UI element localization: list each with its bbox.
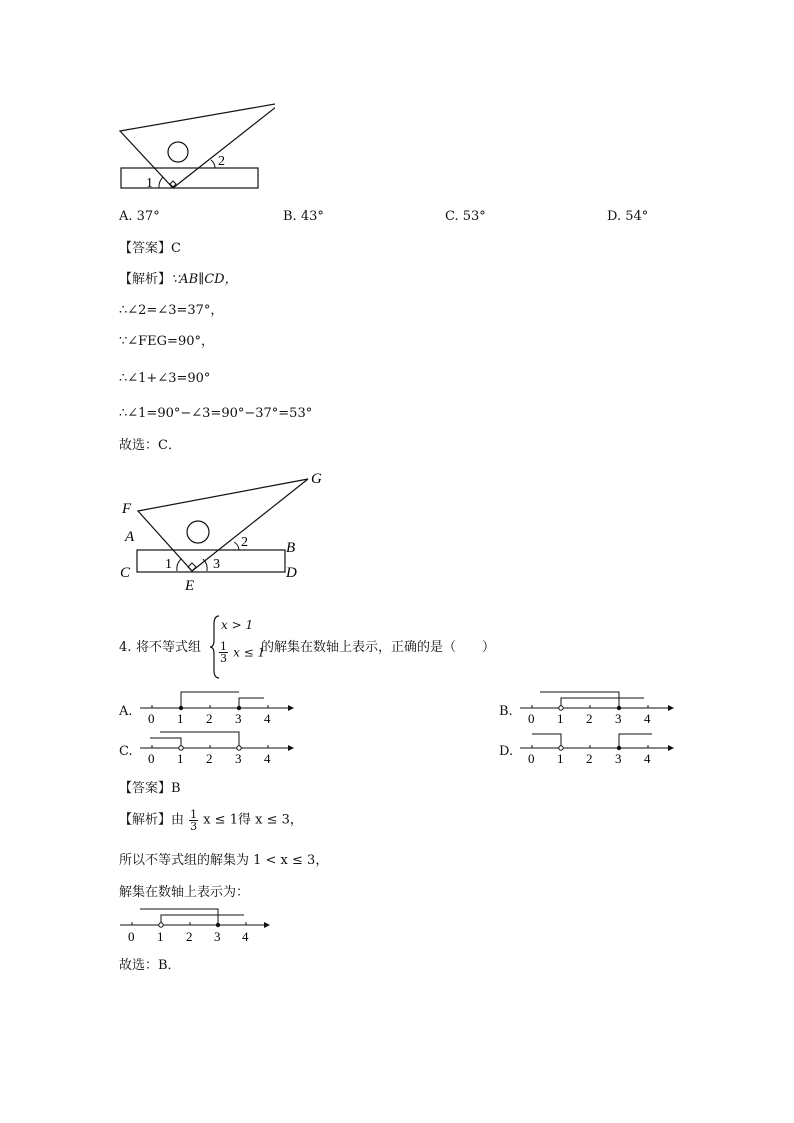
system-line-1: x > 1 [221,618,254,632]
ruler-abcd [137,550,285,572]
svg-text:4: 4 [264,751,271,766]
label-e: E [185,578,195,594]
svg-text:1: 1 [557,711,564,726]
analysis-text: ∵AB∥CD， [171,272,238,287]
analysis-line-3: ∵∠FEG=90°， [119,334,214,349]
svg-text:0: 0 [148,711,155,726]
label-angle1: 1 [165,557,172,572]
angle1-label: 1 [146,176,153,191]
svg-text:3: 3 [615,711,622,726]
figure-ruler-triangle [115,98,275,194]
svg-text:2: 2 [186,929,193,944]
q4-option-d-label: D. [499,744,514,759]
svg-text:4: 4 [264,711,271,726]
system-line-2-rest: x ≤ 1 [233,645,266,660]
q4-number: 4. [119,640,132,655]
analysis-line-1 [119,272,238,288]
svg-text:3: 3 [235,711,242,726]
figure-labelled-diagram [115,467,330,595]
triangle-fge [138,479,308,571]
answer-line [119,241,181,257]
analysis-line-2: ∴∠2=∠3=37°， [119,303,224,318]
q4-option-a-label: A. [119,704,133,719]
analysis-label: 【解析】 [119,272,172,287]
label-f: F [122,501,132,517]
option-b: B. 43° [283,209,324,224]
label-angle3: 3 [213,557,220,572]
angle3-arc-e [203,559,207,571]
number-line-solution [118,905,278,945]
svg-text:2: 2 [206,711,213,726]
svg-text:1: 1 [557,751,564,766]
svg-text:1: 1 [177,751,184,766]
label-d: D [286,565,297,581]
svg-text:3: 3 [615,751,622,766]
q4-analysis-mid: x ≤ 1得 x ≤ 3， [203,812,303,828]
conclusion-q4: 故选：B． [119,958,181,973]
number-line-c [138,728,298,766]
svg-text:4: 4 [644,751,651,766]
system-line-2 [219,641,265,664]
svg-text:2: 2 [586,751,593,766]
label-b: B [286,540,296,556]
analysis-line-4: ∴∠1+∠3=90° [119,371,211,386]
triangle-hole [168,142,188,162]
svg-text:1: 1 [177,711,184,726]
triangle-outline [120,103,275,188]
q4-analysis-label: 【解析】 [119,812,172,828]
answer-value: C [171,241,181,256]
q4-analysis-line-2: 所以不等式组的解集为 1 < x ≤ 3， [119,853,329,868]
q4-stem-after: 的解集在数轴上表示，正确的是（ ） [261,640,496,655]
svg-text:4: 4 [644,711,651,726]
option-d: D. 54° [607,209,649,224]
label-a: A [125,529,135,545]
conclusion-q3: 故选：C． [119,438,181,453]
svg-text:0: 0 [528,711,535,726]
angle1-arc-e [177,559,181,571]
angle2-arc [211,160,215,168]
svg-text:3: 3 [235,751,242,766]
svg-text:0: 0 [148,751,155,766]
q4-analysis-prefix: 由 [171,812,185,828]
number-line-b [518,688,678,726]
analysis-line-5: ∴∠1=90°−∠3=90°−37°=53° [119,406,313,421]
label-g: G [311,471,322,487]
angle2-arc-b [234,542,239,550]
label-angle2: 2 [241,535,248,550]
answer-label: 【答案】 [119,241,172,256]
number-line-a [138,688,298,726]
angle2-label: 2 [218,154,225,169]
option-c: C. 53° [445,209,486,224]
svg-text:2: 2 [206,751,213,766]
q4-answer-value: B [171,781,181,796]
svg-text:0: 0 [128,929,135,944]
q4-analysis-line-3: 解集在数轴上表示为： [119,885,250,900]
q4-analysis-fraction: $\frac{1}{3}$ [190,808,198,833]
label-c: C [120,565,131,581]
triangle-hole-2 [187,521,209,543]
q4-answer-label: 【答案】 [119,781,172,796]
svg-text:0: 0 [528,751,535,766]
option-a: A. 37° [119,209,160,224]
system-fraction: $\frac{1}{3}$ [220,640,227,665]
ruler-rect [121,168,258,188]
number-line-d [518,728,678,766]
q4-analysis-line-1 [119,809,303,832]
angle1-arc [159,177,163,188]
q4-answer-line [119,781,181,797]
svg-text:4: 4 [242,929,249,944]
svg-text:3: 3 [214,929,221,944]
q4-option-b-label: B. [499,704,513,719]
svg-text:1: 1 [157,929,164,944]
svg-text:2: 2 [586,711,593,726]
q4-stem-before: 将不等式组 [136,640,202,655]
q4-option-c-label: C. [119,744,133,759]
